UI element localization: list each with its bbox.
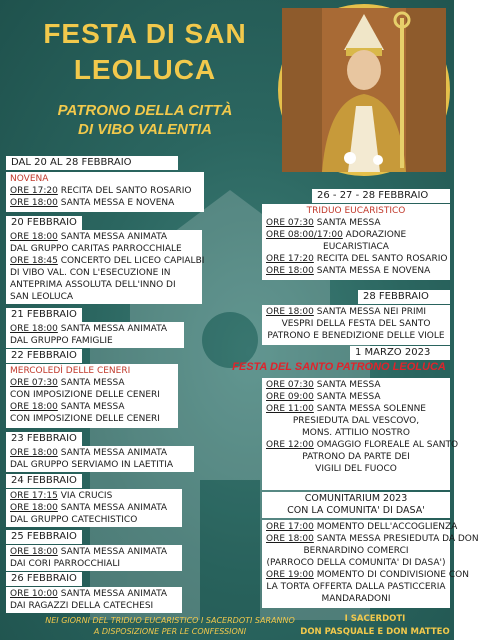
triduo-title: TRIDUO EUCARISTICO xyxy=(306,206,406,216)
schedule-time: ORE 18:45 xyxy=(10,256,58,266)
schedule-line xyxy=(266,403,446,415)
poster-subtitle-line1: PATRONO DELLA CITTÀ xyxy=(57,102,233,119)
schedule-time: ORE 10:00 xyxy=(10,589,58,599)
comunitarium-box xyxy=(262,520,479,608)
schedule-line xyxy=(10,546,178,558)
schedule-line xyxy=(266,545,446,557)
novena-title: NOVENA xyxy=(10,174,49,184)
feb26-date: 26 FEBBRAIO xyxy=(6,572,82,586)
feb20-box xyxy=(6,230,205,304)
schedule-line xyxy=(10,185,200,197)
poster-title-line2: LEOLUCA xyxy=(73,54,217,85)
schedule-text: SANTA MESSA xyxy=(313,392,381,402)
schedule-line xyxy=(266,427,446,439)
schedule-text: SANTA MESSA ANIMATA xyxy=(57,589,168,599)
schedule-text: LA TORTA OFFERTA DALLA PASTICCERIA xyxy=(266,582,446,592)
schedule-text: SANTA MESSA xyxy=(57,402,125,412)
schedule-time: ORE 17:00 xyxy=(266,522,314,532)
schedule-time: ORE 11:00 xyxy=(266,404,314,414)
schedule-line xyxy=(266,463,446,475)
feb23-date: 23 FEBBRAIO xyxy=(6,432,82,446)
schedule-time: ORE 12:00 xyxy=(266,440,314,450)
saint-portrait xyxy=(278,4,450,176)
schedule-line xyxy=(266,415,446,427)
feb25-box xyxy=(6,545,182,571)
schedule-time: ORE 07:30 xyxy=(10,378,58,388)
schedule-line xyxy=(10,291,198,303)
schedule-text: SAN LEOLUCA xyxy=(10,292,74,302)
schedule-line xyxy=(266,318,446,330)
mar1-date: 1 MARZO 2023 xyxy=(350,346,450,360)
schedule-line xyxy=(10,389,174,401)
schedule-line xyxy=(266,557,446,569)
schedule-text: SANTA MESSA xyxy=(313,218,381,228)
schedule-text: SANTA MESSA ANIMATA xyxy=(57,232,168,242)
schedule-text: SANTA MESSA E NOVENA xyxy=(313,266,431,276)
schedule-text: MOMENTO DELL'ACCOGLIENZA xyxy=(313,522,458,532)
schedule-text: BERNARDINO COMERCI xyxy=(303,546,409,556)
signature-label: I SACERDOTI xyxy=(344,614,406,624)
triduo-date: 26 - 27 - 28 FEBBRAIO xyxy=(312,189,450,203)
schedule-text: DAL GRUPPO CARITAS PARROCCHIALE xyxy=(10,244,182,254)
schedule-text: PATRONO E BENEDIZIONE DELLE VIOLE xyxy=(267,331,445,341)
feb22-date: 22 FEBBRAIO xyxy=(6,349,82,363)
schedule-text: ANTEPRIMA ASSOLUTA DELL'INNO DI xyxy=(10,280,176,290)
schedule-time: ORE 07:30 xyxy=(266,380,314,390)
schedule-text: DAL GRUPPO SERVIAMO IN LAETITIA xyxy=(10,460,174,470)
signature-names: DON PASQUALE E DON MATTEO xyxy=(300,627,450,637)
feb28-date: 28 FEBBRAIO xyxy=(358,290,450,304)
novena-box xyxy=(6,172,204,212)
schedule-line xyxy=(266,330,446,342)
schedule-text: ADORAZIONE xyxy=(342,230,407,240)
schedule-text: SANTA MESSA xyxy=(57,378,125,388)
ash-wednesday-title: MERCOLEDÌ DELLE CENERI xyxy=(10,366,131,376)
schedule-time: ORE 08:00/17:00 xyxy=(266,230,343,240)
schedule-time: ORE 18:00 xyxy=(10,448,58,458)
comunitarium-header xyxy=(262,492,450,518)
schedule-text: DI VIBO VAL. CON L'ESECUZIONE IN xyxy=(10,268,171,278)
schedule-line xyxy=(266,569,469,581)
schedule-text: RECITA DEL SANTO ROSARIO xyxy=(57,186,192,196)
schedule-time: ORE 17:20 xyxy=(266,254,314,264)
schedule-line xyxy=(10,558,178,570)
schedule-line xyxy=(266,241,446,253)
schedule-line xyxy=(10,447,190,459)
schedule-time: ORE 18:00 xyxy=(10,402,58,412)
schedule-line xyxy=(10,588,178,600)
feb25-date: 25 FEBBRAIO xyxy=(6,530,82,544)
schedule-line xyxy=(10,401,174,413)
schedule-text: MANDARADONI xyxy=(321,594,391,604)
poster-subtitle-line2: DI VIBO VALENTIA xyxy=(78,121,212,138)
feb24-box xyxy=(6,489,182,527)
schedule-line xyxy=(10,231,198,243)
feb22-box xyxy=(6,364,178,428)
date-range-header: DAL 20 AL 28 FEBBRAIO xyxy=(6,156,178,170)
schedule-line xyxy=(10,323,180,335)
mar1-box xyxy=(262,378,459,490)
confession-note-line1: NEI GIORNI DEL TRIDUO EUCARISTICO I SACERDOTI SARANNO xyxy=(45,616,295,625)
schedule-time: ORE 18:00 xyxy=(266,534,314,544)
schedule-text: VESPRI DELLA FESTA DEL SANTO xyxy=(281,319,431,329)
schedule-text: EUCARISTIACA xyxy=(323,242,389,252)
schedule-time: ORE 09:00 xyxy=(266,392,314,402)
schedule-time: ORE 18:00 xyxy=(266,266,314,276)
schedule-text: DAI CORI PARROCCHIALI xyxy=(10,559,120,569)
schedule-line xyxy=(10,197,200,209)
poster-title-line1: FESTA DI SAN xyxy=(43,18,247,49)
schedule-time: ORE 18:00 xyxy=(266,307,314,317)
schedule-line xyxy=(266,439,459,451)
schedule-line xyxy=(266,379,446,391)
schedule-line xyxy=(266,217,446,229)
schedule-line xyxy=(266,533,479,545)
schedule-time: ORE 18:00 xyxy=(10,503,58,513)
schedule-time: ORE 17:20 xyxy=(10,186,58,196)
saint-statue-image xyxy=(282,8,446,172)
schedule-line xyxy=(10,459,190,471)
schedule-time: ORE 18:00 xyxy=(10,547,58,557)
schedule-text: SANTA MESSA ANIMATA xyxy=(57,503,168,513)
schedule-text: SANTA MESSA SOLENNE xyxy=(313,404,426,414)
schedule-line xyxy=(266,253,446,265)
schedule-line xyxy=(10,413,174,425)
schedule-text: PRESIEDUTA DAL VESCOVO, xyxy=(292,416,420,426)
schedule-text: SANTA MESSA xyxy=(313,380,381,390)
schedule-text: DAL GRUPPO FAMIGLIE xyxy=(10,336,113,346)
feb26-box xyxy=(6,587,182,613)
schedule-line xyxy=(10,243,198,255)
schedule-line xyxy=(10,335,180,347)
schedule-text: CONCERTO DEL LICEO CAPIALBI xyxy=(57,256,205,266)
schedule-line xyxy=(10,377,174,389)
schedule-line xyxy=(10,514,178,526)
schedule-time: ORE 18:00 xyxy=(10,232,58,242)
comunitarium-title: COMUNITARIUM 2023 xyxy=(304,493,408,504)
schedule-text: VIGILI DEL FUOCO xyxy=(315,464,397,474)
schedule-text: MONS. ATTILIO NOSTRO xyxy=(302,428,410,438)
schedule-text: DAL GRUPPO CATECHISTICO xyxy=(10,515,138,525)
schedule-line xyxy=(10,600,178,612)
schedule-text: PATRONO DA PARTE DEI xyxy=(302,452,410,462)
feb20-date: 20 FEBBRAIO xyxy=(6,216,82,230)
schedule-text: SANTA MESSA NEI PRIMI xyxy=(313,307,427,317)
schedule-line xyxy=(266,391,446,403)
schedule-line xyxy=(266,229,446,241)
schedule-line xyxy=(266,306,446,318)
schedule-line xyxy=(10,279,198,291)
schedule-text: VIA CRUCIS xyxy=(57,491,113,501)
schedule-time: ORE 19:00 xyxy=(266,570,314,580)
confession-note-line2: A DISPOSIZIONE PER LE CONFESSIONI xyxy=(93,627,247,636)
schedule-text: (PARROCO DELLA COMUNITA' DI DASA') xyxy=(266,558,446,568)
schedule-text: RECITA DEL SANTO ROSARIO xyxy=(313,254,448,264)
schedule-time: ORE 17:15 xyxy=(10,491,58,501)
schedule-line xyxy=(266,265,446,277)
feb28-box xyxy=(262,305,450,345)
schedule-text: OMAGGIO FLOREALE AL SANTO xyxy=(313,440,459,450)
schedule-line xyxy=(266,521,458,533)
schedule-line xyxy=(266,593,446,605)
schedule-text: SANTA MESSA ANIMATA xyxy=(57,324,168,334)
schedule-line xyxy=(266,581,446,593)
schedule-text: SANTA MESSA E NOVENA xyxy=(57,198,175,208)
schedule-time: ORE 07:30 xyxy=(266,218,314,228)
schedule-time: ORE 18:00 xyxy=(10,198,58,208)
schedule-text: DAI RAGAZZI DELLA CATECHESI xyxy=(10,601,154,611)
schedule-line xyxy=(10,267,198,279)
schedule-text: SANTA MESSA ANIMATA xyxy=(57,547,168,557)
schedule-time: ORE 18:00 xyxy=(10,324,58,334)
schedule-text: CON IMPOSIZIONE DELLE CENERI xyxy=(10,390,160,400)
feb21-box xyxy=(6,322,184,348)
comunitarium-subtitle: CON LA COMUNITA' DI DASA' xyxy=(287,505,425,516)
schedule-text: MOMENTO DI CONDIVISIONE CON xyxy=(313,570,469,580)
feb23-box xyxy=(6,446,194,472)
schedule-line xyxy=(10,255,205,267)
triduo-box xyxy=(262,204,450,280)
schedule-text: SANTA MESSA ANIMATA xyxy=(57,448,168,458)
schedule-line xyxy=(10,490,178,502)
feb21-date: 21 FEBBRAIO xyxy=(6,308,82,322)
feast-title: FESTA DEL SANTO PATRONO LEOLUCA xyxy=(232,361,446,373)
schedule-line xyxy=(266,451,446,463)
schedule-line xyxy=(10,502,178,514)
schedule-text: SANTA MESSA PRESIEDUTA DA DON xyxy=(313,534,479,544)
feb24-date: 24 FEBBRAIO xyxy=(6,474,82,488)
schedule-text: CON IMPOSIZIONE DELLE CENERI xyxy=(10,414,160,424)
